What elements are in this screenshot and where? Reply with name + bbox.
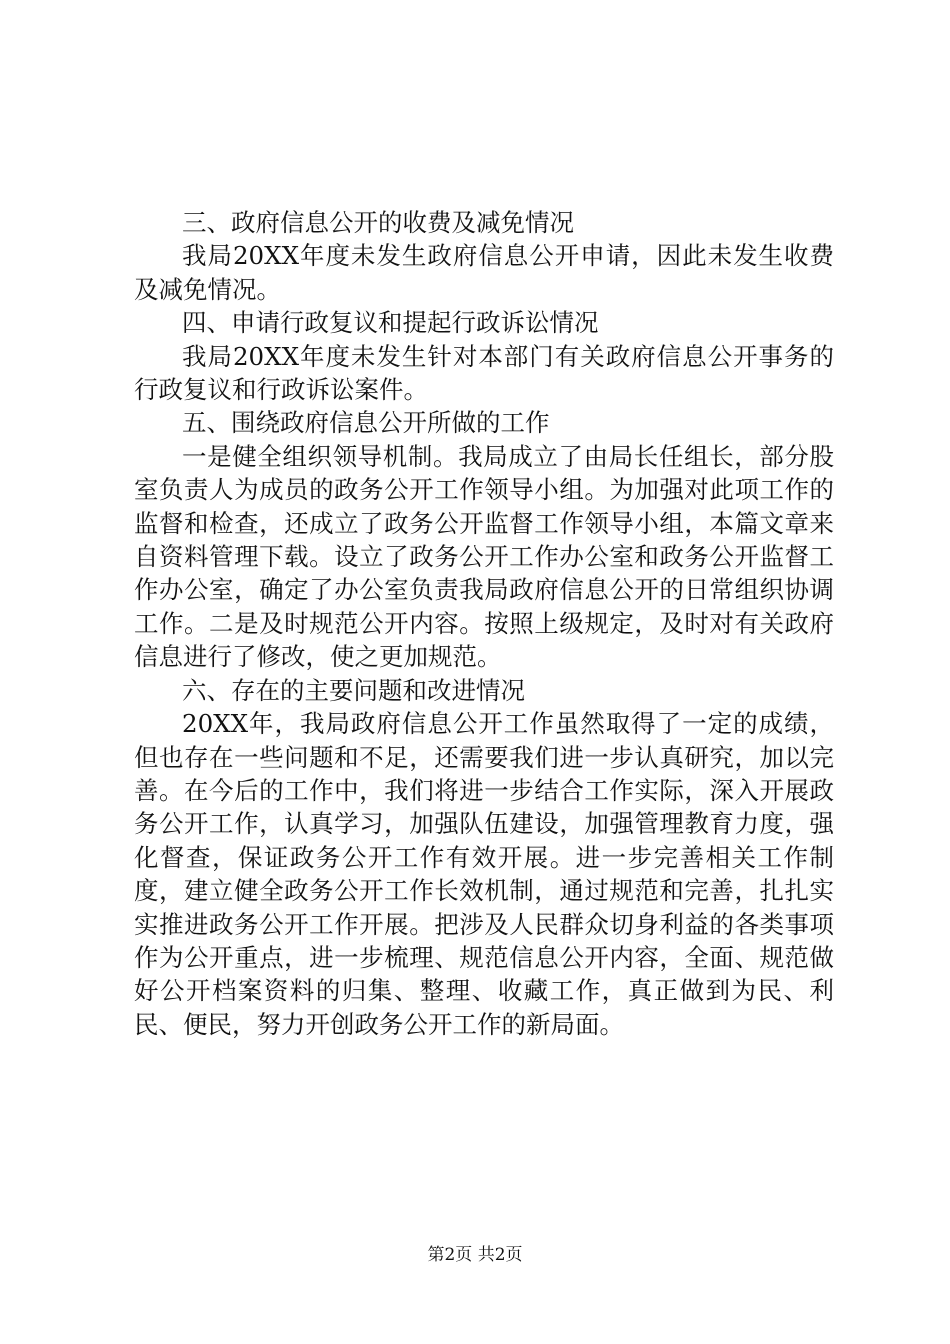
section-heading-review: 四、申请行政复议和提起行政诉讼情况 [182,308,599,338]
document-body [134,206,834,1041]
paragraph-fees: 我局20XX年度未发生政府信息公开申请，因此未发生收费及减免情况。 [134,241,834,304]
paragraph-review: 我局20XX年度未发生针对本部门有关政府信息公开事务的行政复议和行政诉讼案件。 [134,341,834,405]
paragraph-problems: 20XX年，我局政府信息公开工作虽然取得了一定的成绩，但也存在一些问题和不足，还需要我们进一步认真研究，加以完善。在今后的工作中，我们将进一步结合工作实际，深入开展政务公开工作，认真学习，加强队伍建设，加强管理教育力度，强化督查，保证政务公开工作有效开展。进一步完善相关工作制度，建立健全政务公开工作长效机制，通过规范和完善，扎扎实实推进政务公开工作开展。把涉及人民群众切身利益的各类事项作为公开重点，进一步梳理、规范信息公开内容，全面、规范做好公开档案资料的归集、整理、收藏工作，真正做到为民、利民、便民，努力开创政务公开工作的新局面。 [134,709,834,1039]
page-footer: 第2页 共2页 [427,1245,523,1265]
section-heading-problems: 六、存在的主要问题和改进情况 [182,675,525,705]
section-heading-work: 五、围绕政府信息公开所做的工作 [182,408,550,438]
paragraph-work: 一是健全组织领导机制。我局成立了由局长任组长，部分股室负责人为成员的政务公开工作领导小组。为加强对此项工作的监督和检查，还成立了政务公开监督工作领导小组，本篇文章来自资料管理下载。设立了政务公开工作办公室和政务公开监督工作办公室，确定了办公室负责我局政府信息公开的日常组织协调工作。二是及时规范公开内容。按照上级规定，及时对有关政府信息进行了修改，使之更加规范。 [134,441,834,672]
section-heading-fees: 三、政府信息公开的收费及减免情况 [182,208,574,237]
